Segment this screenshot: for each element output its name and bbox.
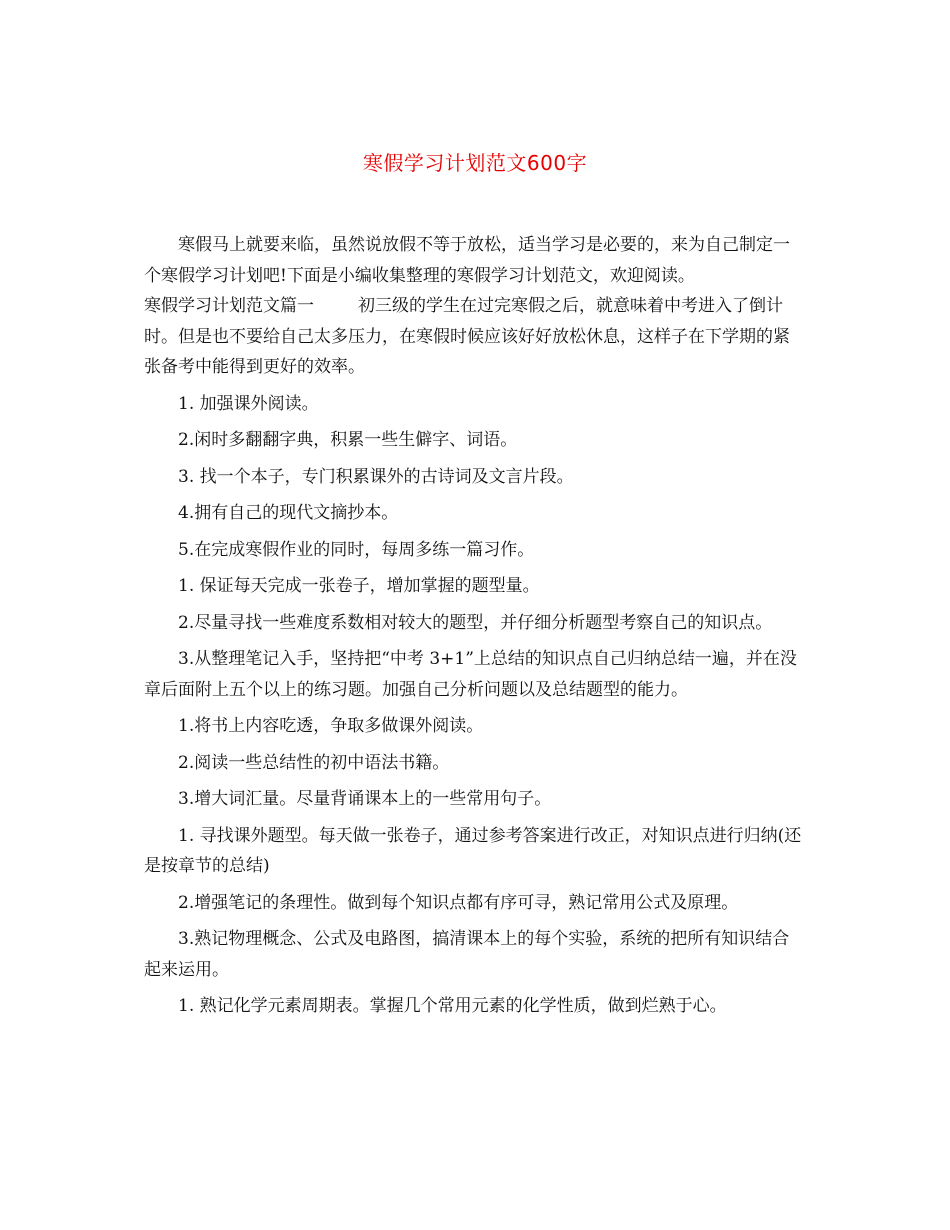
document-title: 寒假学习计划范文600字	[362, 151, 588, 175]
list-item: 1. 加强课外阅读。	[178, 393, 319, 414]
list-item: 1. 熟记化学元素周期表。掌握几个常用元素的化学性质，做到烂熟于心。	[178, 996, 727, 1016]
list-item: 3.熟记物理概念、公式及电路图，搞清课本上的每个实验，系统的把所有知识结合起来运用。	[144, 929, 790, 980]
document-body	[144, 230, 806, 1028]
list-item: 1.将书上内容吃透，争取多做课外阅读。	[178, 716, 484, 736]
list-item: 1. 寻找课外题型。每天做一张卷子，通过参考答案进行改正，对知识点进行归纳(还是按章节的总结)	[144, 825, 802, 876]
list-item: 2.闲时多翻翻字典，积累一些生僻字、词语。	[178, 430, 518, 450]
list-item: 3. 找一个本子，专门积累课外的古诗词及文言片段。	[178, 466, 574, 487]
list-item: 4.拥有自己的现代文摘抄本。	[178, 503, 399, 523]
intro-paragraph: 寒假马上就要来临，虽然说放假不等于放松，适当学习是必要的，来为自己制定一个寒假学习计划吧!下面是小编收集整理的寒假学习计划范文，欢迎阅读。	[144, 235, 790, 286]
list-item: 2.尽量寻找一些难度系数相对较大的题型，并仔细分析题型考察自己的知识点。	[178, 612, 773, 633]
list-item: 2.增强笔记的条理性。做到每个知识点都有序可寻，熟记常用公式及原理。	[178, 892, 739, 913]
list-item: 3.从整理笔记入手，坚持把“中考 3+1”上总结的知识点自己归纳总结一遍，并在没章后面附上五个以上的练习题。加强自己分析问题以及总结题型的能力。	[144, 649, 797, 700]
section-heading: 寒假学习计划范文篇一	[144, 296, 314, 316]
list-item: 3.增大词汇量。尽量背诵课本上的一些常用句子。	[178, 789, 552, 809]
list-item: 1. 保证每天完成一张卷子，增加掌握的题型量。	[178, 576, 540, 596]
list-item: 2.阅读一些总结性的初中语法书籍。	[178, 752, 450, 773]
section-text: 初三级的学生在过完寒假之后，就意味着中考进入了倒计时。但是也不要给自己太多压力，在寒假时候应该好好放松休息，这样子在下学期的紧张备考中能得到更好的效率。	[144, 296, 790, 377]
section-paragraph	[144, 291, 806, 383]
list-item: 5.在完成寒假作业的同时，每周多练一篇习作。	[178, 539, 535, 560]
